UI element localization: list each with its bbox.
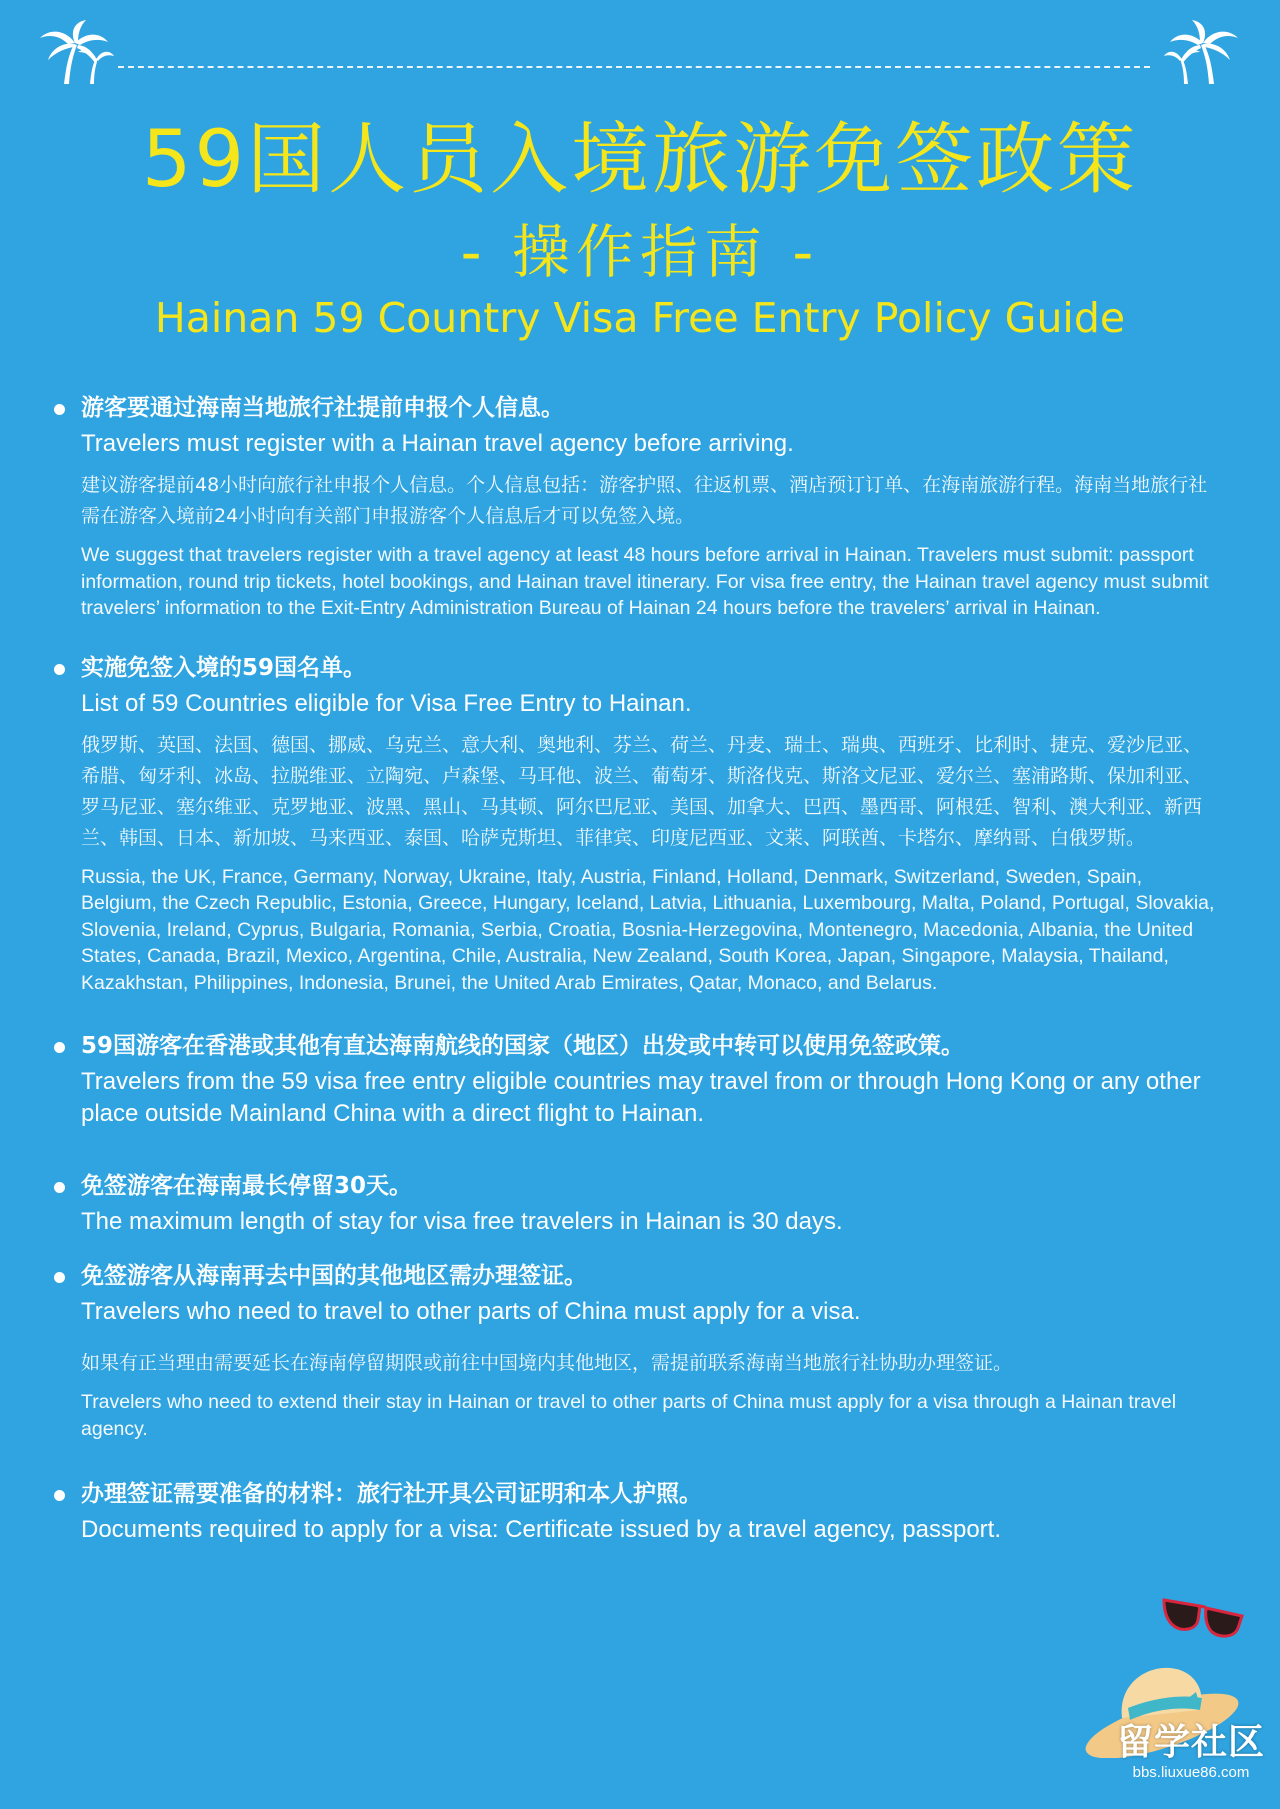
bullet-icon [54, 664, 65, 675]
dashed-divider [118, 66, 1150, 68]
sunglasses-icon [1160, 1590, 1246, 1638]
section-heading-en: Travelers who need to travel to other parts of China must apply for a visa. [81, 1298, 861, 1325]
bullet-icon [54, 1042, 65, 1053]
section-heading-zh: 实施免签入境的59国名单。 [81, 654, 367, 681]
section-heading-en: List of 59 Countries eligible for Visa Free Entry to Hainan. [81, 689, 692, 717]
section-heading-en: The maximum length of stay for visa free travelers in Hainan is 30 days. [81, 1208, 843, 1235]
section-body-zh: 建议游客提前48小时向旅行社申报个人信息。个人信息包括：游客护照、往返机票、酒店预订订单、在海南旅游行程。海南当地旅行社需在游客入境前24小时向有关部门申报游客个人信息后才可以免签入境。 [81, 474, 1208, 527]
section-country-list [0, 652, 1280, 997]
palm-tree-icon [1164, 18, 1244, 86]
section-heading-zh: 免签游客从海南再去中国的其他地区需办理签证。 [81, 1263, 587, 1289]
section-heading-zh: 免签游客在海南最长停留30天。 [81, 1173, 413, 1199]
section-other-regions [0, 1260, 1280, 1442]
section-transit [0, 1030, 1280, 1130]
section-body-en: We suggest that travelers register with a travel agency at least 48 hours before arrival in Hainan. Travelers must submit: passport information, round trip tickets, hotel bookings, and Hainan travel itinerary. For visa free entry, the Hainan travel agency must submit travelers’ information to the Exit-Entry Administration Bureau of Hainan 24 hours before the travelers’ arrival in Hainan. [81, 544, 1209, 619]
bullet-icon [54, 404, 65, 415]
section-body-zh: 如果有正当理由需要延长在海南停留期限或前往中国境内其他地区，需提前联系海南当地旅行社协助办理签证。 [81, 1352, 1013, 1374]
section-heading-zh: 办理签证需要准备的材料：旅行社开具公司证明和本人护照。 [81, 1481, 702, 1507]
section-heading-zh: 59国游客在香港或其他有直达海南航线的国家（地区）出发或中转可以使用免签政策。 [81, 1033, 965, 1059]
watermark-title: 留学社区 [1116, 1722, 1265, 1763]
section-documents [0, 1478, 1280, 1546]
section-max-stay [0, 1170, 1280, 1238]
country-list-zh: 俄罗斯、英国、法国、德国、挪威、乌克兰、意大利、奥地利、芬兰、荷兰、丹麦、瑞士、瑞典、西班牙、比利时、捷克、爱沙尼亚、希腊、匈牙利、冰岛、拉脱维亚、立陶宛、卢森堡、马耳他、波兰、葡萄牙、斯洛伐克、斯洛文尼亚、爱尔兰、塞浦路斯、保加利亚、罗马尼亚、塞尔维亚、克罗地亚、波黑、黑山、马其顿、阿尔巴尼亚、美国、加拿大、巴西、墨西哥、阿根廷、智利、澳大利亚、新西兰、韩国、日本、新加坡、马来西亚、泰国、哈萨克斯坦、菲律宾、印度尼西亚、文莱、阿联酋、卡塔尔、摩纳哥、白俄罗斯。 [81, 733, 1203, 849]
watermark-url: bbs.liuxue86.com [1132, 1764, 1250, 1781]
policy-content [0, 392, 1280, 1546]
section-heading-en: Documents required to apply for a visa: Certificate issued by a travel agency, passport. [81, 1516, 1002, 1543]
section-heading-en: Travelers must register with a Hainan travel agency before arriving. [81, 430, 794, 457]
watermark [1106, 1722, 1276, 1782]
section-register [0, 392, 1280, 622]
bullet-icon [54, 1182, 65, 1193]
page-title-english: Hainan 59 Country Visa Free Entry Policy Guide [154, 294, 1126, 342]
country-list-en: Russia, the UK, France, Germany, Norway, Ukraine, Italy, Austria, Finland, Holland, Denmark, Switzerland, Sweden, Spain, Belgium, the Czech Republic, Estonia, Greece, Hungary, Iceland, Latvia, Lithuania, Luxembourg, Malta, Poland, Portugal, Slovakia, Slovenia, Ireland, Cyprus, Bulgaria, Romania, Serbia, Croatia, Bosnia-Herzegovina, Montenegro, Macedonia, Albania, the United States, Canada, Brazil, Mexico, Argentina, Chile, Australia, New Zealand, South Korea, Japan, Singapore, Malaysia, Thailand, Kazakhstan, Philippines, Indonesia, Brunei, the United Arab Emirates, Qatar, Monaco, and Belarus. [81, 865, 1215, 994]
section-body-en: Travelers who need to extend their stay in Hainan or travel to other parts of China must apply for a visa through a Hainan travel agency. [81, 1391, 1177, 1440]
page-title: 59国人员入境旅游免签政策 [141, 115, 1139, 205]
page-subtitle: - 操作指南 - [460, 218, 820, 286]
palm-tree-icon [34, 18, 114, 86]
title-block [0, 110, 1280, 346]
bullet-icon [54, 1272, 65, 1283]
bullet-icon [54, 1490, 65, 1501]
section-heading-en: Travelers from the 59 visa free entry eligible countries may travel from or through Hong Kong or any other place outside Mainland China with a direct flight to Hainan. [81, 1068, 1201, 1127]
section-heading-zh: 游客要通过海南当地旅行社提前申报个人信息。 [81, 395, 564, 421]
